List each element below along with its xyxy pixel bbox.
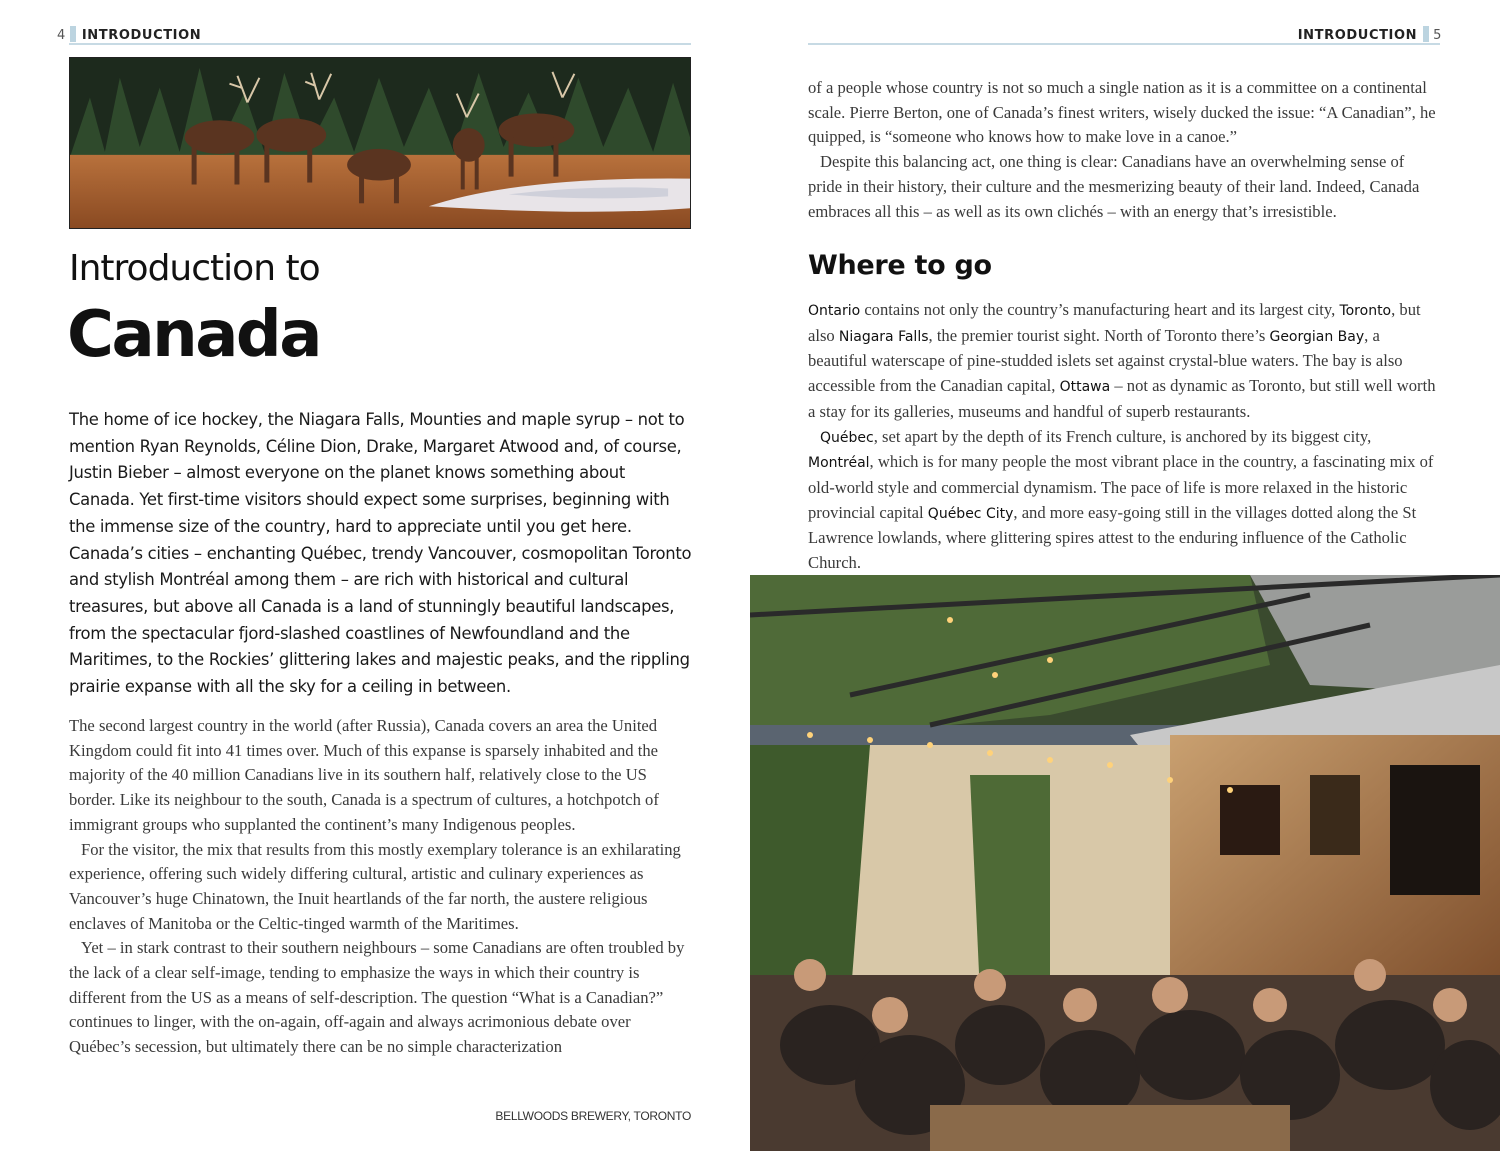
- place-keyword: Québec City: [927, 505, 1014, 522]
- body-paragraph: Yet – in stark contrast to their southern neighbours – some Canadians are often troubled by the lack of a clear self-image, tending to emphasize the ways in which their country is different from the US as a means of self-description. The question “What is a Canadian?” continues to linger, with the on-again, off-again and always acrimonious debate over Québec’s secession, but ultimately there can be no simple characterization: [69, 938, 685, 1057]
- body-text-continuation: [808, 76, 1440, 224]
- header-rule: [808, 43, 1440, 45]
- body-paragraph: For the visitor, the mix that results from this mostly exemplary tolerance is an exhilarating experience, offering such widely differing cultural, artistic and culinary experiences as Vancouver’s huge Chinatown, the Inuit heartlands of the far north, the austere religious enclaves of Manitoba or the Celtic-tinged warmth of the Maritimes.: [69, 839, 681, 933]
- section-label: INTRODUCTION: [81, 28, 202, 43]
- body-paragraph: Ontario contains not only the country’s manufacturing heart and its largest city, Toronto, but also Niagara Falls, the premier tourist sight. North of Toronto there’s Georgian Bay, a beautiful waterscape of pine-studded islets set against crystal-blue waters. The bay is also accessible from the Canadian capital, Ottawa – not as dynamic as Toronto, but still well worth a stay for its galleries, museums and handful of superb restaurants.: [808, 300, 1436, 421]
- body-paragraph: The second largest country in the world (after Russia), Canada covers an area the United Kingdom could fit into 41 times over. Much of this expanse is sparsely inhabited and the majority of the 40 million Canadians live in its southern half, relatively close to the US border. Like its neighbour to the south, Canada is a spectrum of cultures, a hotchpotch of immigrant groups who supplanted the continent’s many Indigenous peoples.: [69, 716, 659, 834]
- place-keyword: Ontario: [808, 303, 861, 319]
- elk-herd-photo: [69, 57, 691, 229]
- place-keyword: Québec: [820, 429, 874, 446]
- body-paragraph: Québec, set apart by the depth of its French culture, is anchored by its biggest city, Montréal, which is for many people the most vibrant place in the country, a fascinating mix of old-world style and commercial dynamism. The pace of life is more relaxed in the historic provincial capital Québec City, and more easy-going still in the villages dotted along the St Lawrence lowlands, where glittering spires attest to the enduring influence of the Catholic Church.: [808, 426, 1434, 573]
- right-page: [750, 0, 1500, 1151]
- title-lead: Introduction to: [69, 248, 320, 289]
- where-to-go-text: [808, 298, 1440, 576]
- body-paragraph: Despite this balancing act, one thing is clear: Canadians have an overwhelming sense of pride in their history, their culture and the mesmerizing beauty of their land. Indeed, Canada embraces all this – as well as its own clichés – with an energy that’s irresistible.: [808, 152, 1420, 221]
- place-keyword: Niagara Falls: [838, 328, 929, 345]
- title-main: Canada: [67, 298, 320, 372]
- page-number: 5: [1433, 28, 1442, 43]
- header-accent-bar: [70, 26, 76, 42]
- brewery-patio-photo: [750, 575, 1500, 1151]
- place-keyword: Ottawa: [1059, 379, 1111, 396]
- place-keyword: Toronto: [1339, 303, 1392, 319]
- page-number: 4: [57, 28, 66, 43]
- place-keyword: Montréal: [808, 455, 870, 472]
- section-label: INTRODUCTION: [1297, 28, 1418, 43]
- header-rule: [69, 43, 691, 45]
- lead-paragraph: The home of ice hockey, the Niagara Falls, Mounties and maple syrup – not to mention Ryan Reynolds, Céline Dion, Drake, Margaret Atwood and, of course, Justin Bieber – almost everyone on the planet knows something about Canada. Yet first-time visitors should expect some surprises, beginning with the immense size of the country, hard to appreciate until you get here. Canada’s cities – enchanting Québec, trendy Vancouver, cosmopolitan Toronto and stylish Montréal among them – are rich with historical and cultural treasures, but above all Canada is a land of stunningly beautiful landscapes, from the spectacular fjord-slashed coastlines of Newfoundland and the Maritimes, to the Rockies’ glittering lakes and majestic peaks, and the rippling prairie expanse with all the sky for a ceiling in between.: [69, 410, 692, 697]
- photo-caption: BELLWOODS BREWERY, TORONTO: [495, 1109, 691, 1123]
- body-text-left: [69, 714, 693, 1060]
- body-paragraph: of a people whose country is not so much a single nation as it is a committee on a continental scale. Pierre Berton, one of Canada’s finest writers, wisely ducked the issue: “A Canadian”, he quipped, is “someone who knows how to make love in a canoe.”: [808, 78, 1436, 147]
- place-keyword: Georgian Bay: [1269, 328, 1365, 345]
- header-accent-bar: [1423, 26, 1429, 42]
- section-heading: Where to go: [808, 250, 992, 281]
